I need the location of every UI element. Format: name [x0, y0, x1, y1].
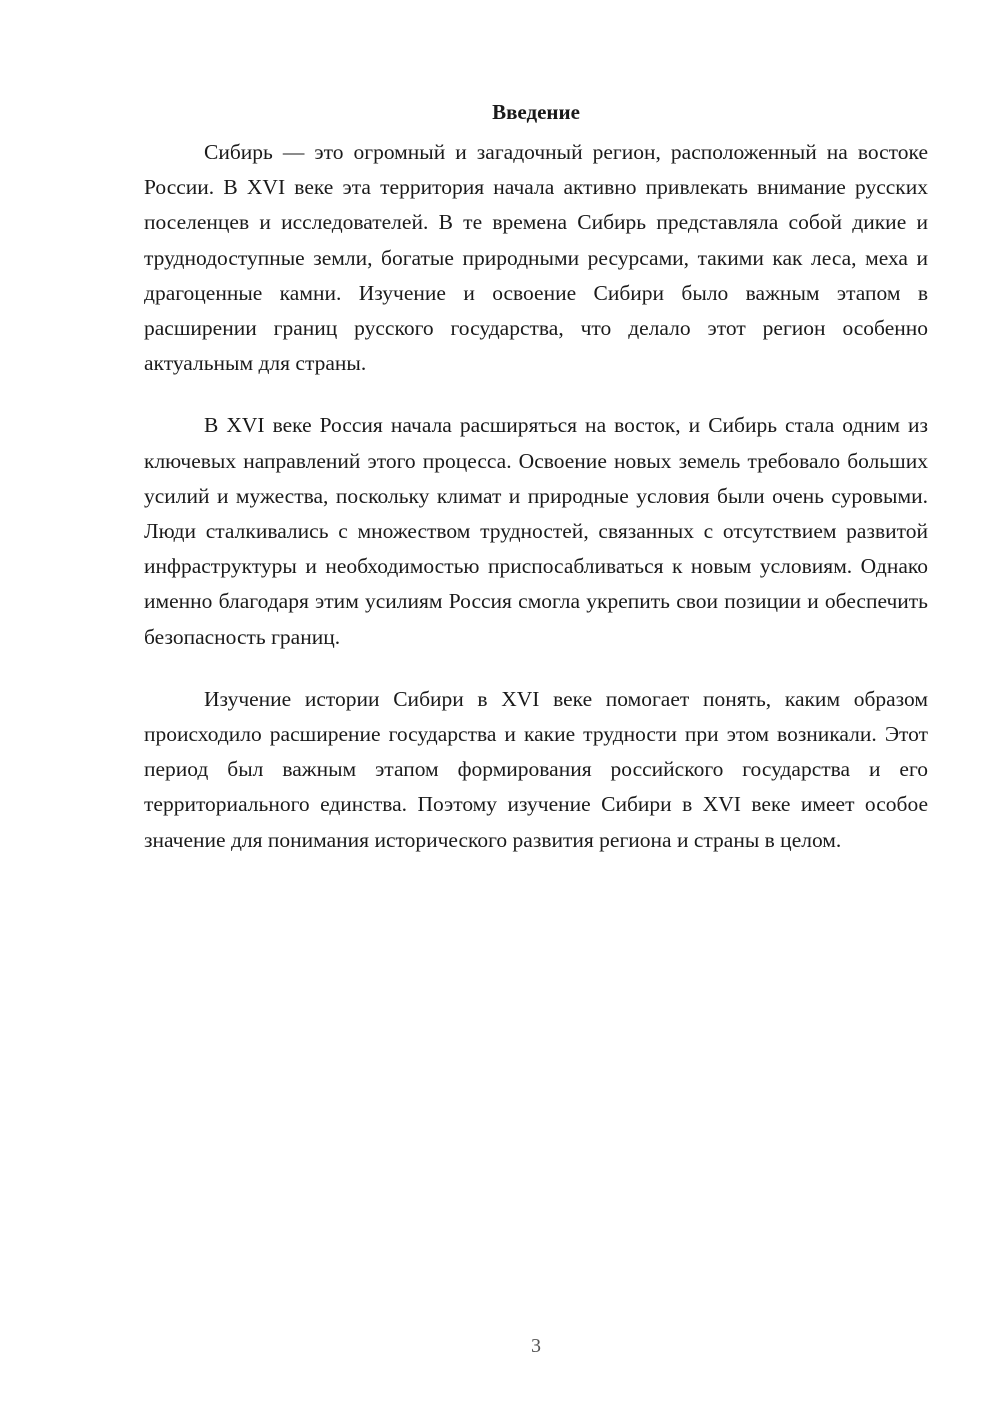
page-content [144, 97, 928, 885]
paragraph-2: В XVI веке Россия начала расширяться на восток, и Сибирь стала одним из ключевых направлений этого процесса. Освоение новых земель требовало больших усилий и мужества, поскольку климат и природные условия были очень суровыми. Люди сталкивались с множеством трудностей, связанных с отсутствием развитой инфраструктуры и необходимостью приспосабливаться к новым условиям. Однако именно благодаря этим усилиям Россия смогла укрепить свои позиции и обеспечить безопасность границ. [144, 413, 928, 649]
paragraph-3: Изучение истории Сибири в XVI веке помогает понять, каким образом происходило расширение государства и какие трудности при этом возникали. Этот период был важным этапом формирования российского государства и его территориального единства. Поэтому изучение Сибири в XVI веке имеет особое значение для понимания исторического развития региона и страны в целом. [144, 686, 928, 852]
paragraph-1: Сибирь — это огромный и загадочный регион, расположенный на востоке России. В XVI веке эта территория начала активно привлекать внимание русских поселенцев и исследователей. В те времена Сибирь представляла собой дикие и труднодоступные земли, богатые природными ресурсами, такими как леса, меха и драгоценные камни. Изучение и освоение Сибири было важным этапом в расширении границ русского государства, что делало этот регион особенно актуальным для страны. [144, 140, 928, 376]
page-number: 3 [531, 1335, 541, 1357]
section-heading: Введение [492, 100, 580, 124]
